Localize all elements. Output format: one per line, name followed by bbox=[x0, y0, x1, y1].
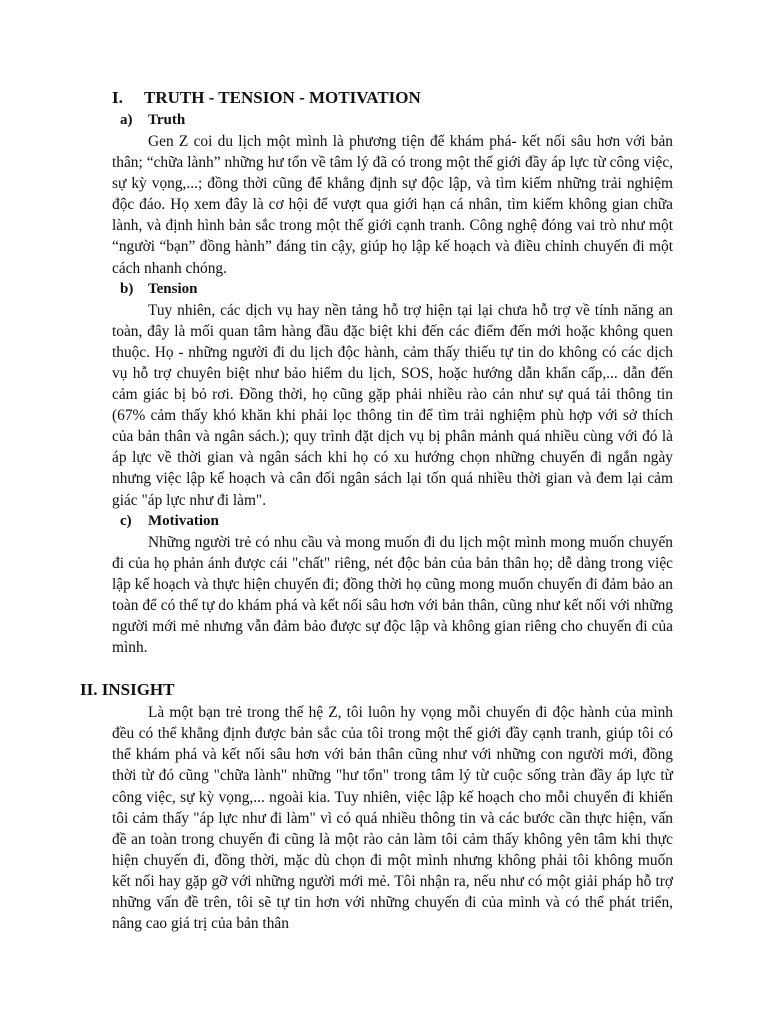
paragraph-truth: Gen Z coi du lịch một mình là phương tiện để khám phá- kết nối sâu hơn với bản thân; “chữa lành” những hư tổn về tâm lý đã có trong một thế giới đầy áp lực từ công việc, sự kỳ vọng,...; đồng thời cũng để khẳng định sự độc lập, và tìm kiếm những trải nghiệm độc đáo. Họ xem đây là cơ hội để vượt qua giới hạn cá nhân, tìm kiếm không gian chữa lành, và định hình bản sắc trong một thế giới cạnh tranh. Công nghệ đóng vai trò như một “người “bạn” đồng hành” đáng tin cậy, giúp họ lập kế hoạch và điều chỉnh chuyến đi một cách nhanh chóng. bbox=[112, 133, 673, 277]
subheading-letter: c) bbox=[120, 512, 132, 529]
subheading-title: Tension bbox=[148, 280, 198, 297]
section-heading-insight: II. INSIGHT bbox=[80, 680, 175, 700]
subheading-letter: a) bbox=[120, 112, 133, 128]
subheading-letter: b) bbox=[120, 280, 134, 297]
section-number: I. bbox=[112, 88, 123, 107]
subheading-motivation bbox=[112, 511, 673, 532]
subheading-title: Truth bbox=[148, 112, 186, 128]
section-title: TRUTH - TENSION - MOTIVATION bbox=[144, 88, 421, 107]
document-page bbox=[80, 86, 673, 934]
subheading-truth bbox=[112, 110, 673, 131]
paragraph-insight: Là một bạn trẻ trong thế hệ Z, tôi luôn hy vọng mỗi chuyến đi độc hành của mình đều có thể khẳng định được bản sắc của tôi trong một thế giới đầy cạnh tranh, giúp tôi có thể khám phá và kết nối sâu hơn với bản thân cũng như với những con người mới, đồng thời từ đó cũng "chữa lành" những "hư tổn" trong tâm lý từ cuộc sống tràn đầy áp lực từ công việc, sự kỳ vọng,... ngoài kia. Tuy nhiên, việc lập kế hoạch cho mỗi chuyến đi khiến tôi cảm thấy "áp lực như đi làm" vì có quá nhiều thông tin và các bước cần thực hiện, vấn đề an toàn trong chuyến đi cũng là một rào cản làm tôi cảm thấy không yên tâm khi thực hiện chuyến đi, đồng thời, mặc dù chọn đi một mình nhưng không phải tôi không muốn kết nối hay gặp gỡ với những người mới mẻ. Tôi nhận ra, nếu như có một giải pháp hỗ trợ những vấn đề trên, tôi sẽ tự tin hơn với những chuyến đi của mình và có thể phát triển, nâng cao giá trị của bản thân bbox=[112, 704, 673, 933]
section-heading-truth-tension-motivation bbox=[112, 86, 673, 110]
section-spacer bbox=[112, 658, 673, 678]
paragraph-motivation: Những người trẻ có nhu cầu và mong muốn đi du lịch một mình mong muốn chuyến đi của họ phản ánh được cái "chất" riêng, nét độc bản của bản thân họ; dễ dàng trong việc lập kế hoạch và thực hiện chuyến đi; đồng thời họ cũng mong muốn chuyến đi đảm bảo an toàn để có thể tự do khám phá và kết nối sâu hơn với bản thân, cũng như kết nối với những người mới mẻ nhưng vẫn đảm bảo được sự độc lập và không gian riêng cho chuyến đi của mình. bbox=[112, 533, 673, 657]
paragraph-tension: Tuy nhiên, các dịch vụ hay nền tảng hỗ trợ hiện tại lại chưa hỗ trợ về tính năng an toàn, đây là mối quan tâm hàng đầu đặc biệt khi đến các điểm đến mới hoặc không quen thuộc. Họ - những người đi du lịch độc hành, cảm thấy thiếu tự tin do không có các dịch vụ hỗ trợ chuyên biệt như bảo hiểm du lịch, SOS, hoặc hướng dẫn khẩn cấp,... dẫn đến cảm giác bị bỏ rơi. Đồng thời, họ cũng gặp phải nhiều rào cản như sự quá tải thông tin (67% cảm thấy khó khăn khi phải lọc thông tin để tìm trải nghiệm phù hợp với sở thích của bản thân và ngân sách.); quy trình đặt dịch vụ bị phân mảnh quá nhiều cùng với đó là áp lực về thời gian và ngân sách khi họ có xu hướng chọn những chuyến đi ngắn ngày nhưng việc lập kế hoạch và cân đối ngân sách lại tốn quá nhiều thời gian và đem lại cảm giác "áp lực như đi làm". bbox=[112, 301, 673, 509]
subheading-tension bbox=[112, 279, 673, 300]
subheading-title: Motivation bbox=[148, 512, 219, 529]
